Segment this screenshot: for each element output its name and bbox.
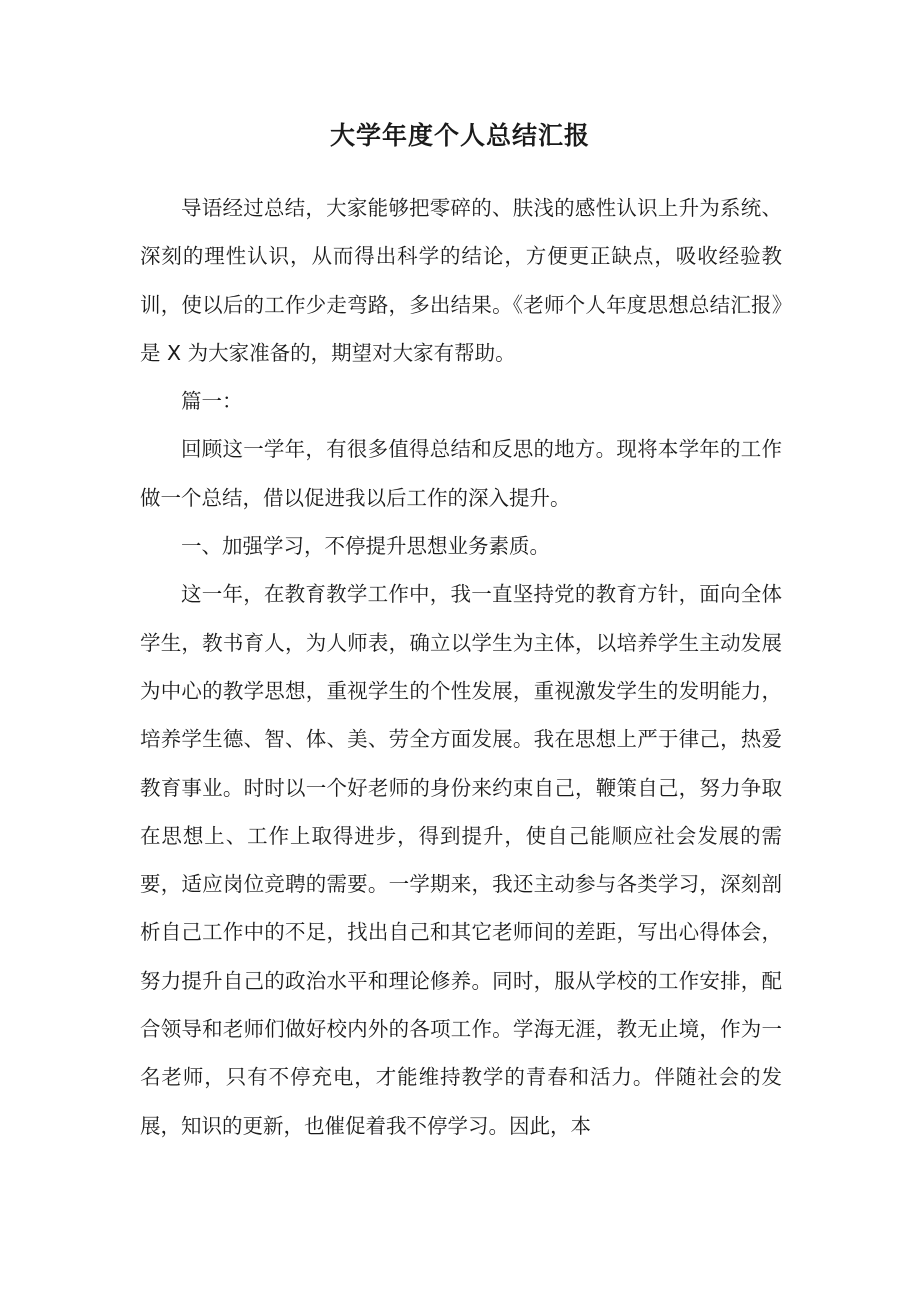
document-body: [140, 184, 782, 1150]
paragraph-heading-1: 一、加强学习，不停提升思想业务素质。: [181, 534, 550, 559]
document-title: 大学年度个人总结汇报: [329, 121, 590, 150]
paragraph-body-1: 这一年，在教育教学工作中，我一直坚持党的教育方针，面向全体学生，教书育人，为人师表，确立以学生为主体，以培养学生主动发展为中心的教学思想，重视学生的个性发展，重视激发学生的发明能力，培养学生德、智、体、美、劳全方面发展。我在思想上严于律己，热爱教育事业。时时以一个好老师的身份来约束自己，鞭策自己，努力争取在思想上、工作上取得进步，得到提升，使自己能顺应社会发展的需要，适应岗位竞聘的需要。一学期来，我还主动参与各类学习，深刻剖析自己工作中的不足，找出自己和其它老师间的差距，写出心得体会，努力提升自己的政治水平和理论修养。同时，服从学校的工作安排，配合领导和老师们做好校内外的各项工作。学海无涯，教无止境，作为一名老师，只有不停充电，才能维持教学的青春和活力。伴随社会的发展，知识的更新，也催促着我不停学习。因此，本: [140, 582, 782, 1138]
paragraph-intro: 导语经过总结，大家能够把零碎的、肤浅的感性认识上升为系统、深刻的理性认识，从而得出科学的结论，方便更正缺点，吸收经验教训，使以后的工作少走弯路，多出结果。《老师个人年度思想总结汇报》是 X 为大家准备的，期望对大家有帮助。: [140, 196, 782, 365]
paragraph-section-label: 篇一：: [181, 389, 243, 414]
paragraph-review: 回顾这一学年，有很多值得总结和反思的地方。现将本学年的工作做一个总结，借以促进我以后工作的深入提升。: [140, 437, 782, 510]
